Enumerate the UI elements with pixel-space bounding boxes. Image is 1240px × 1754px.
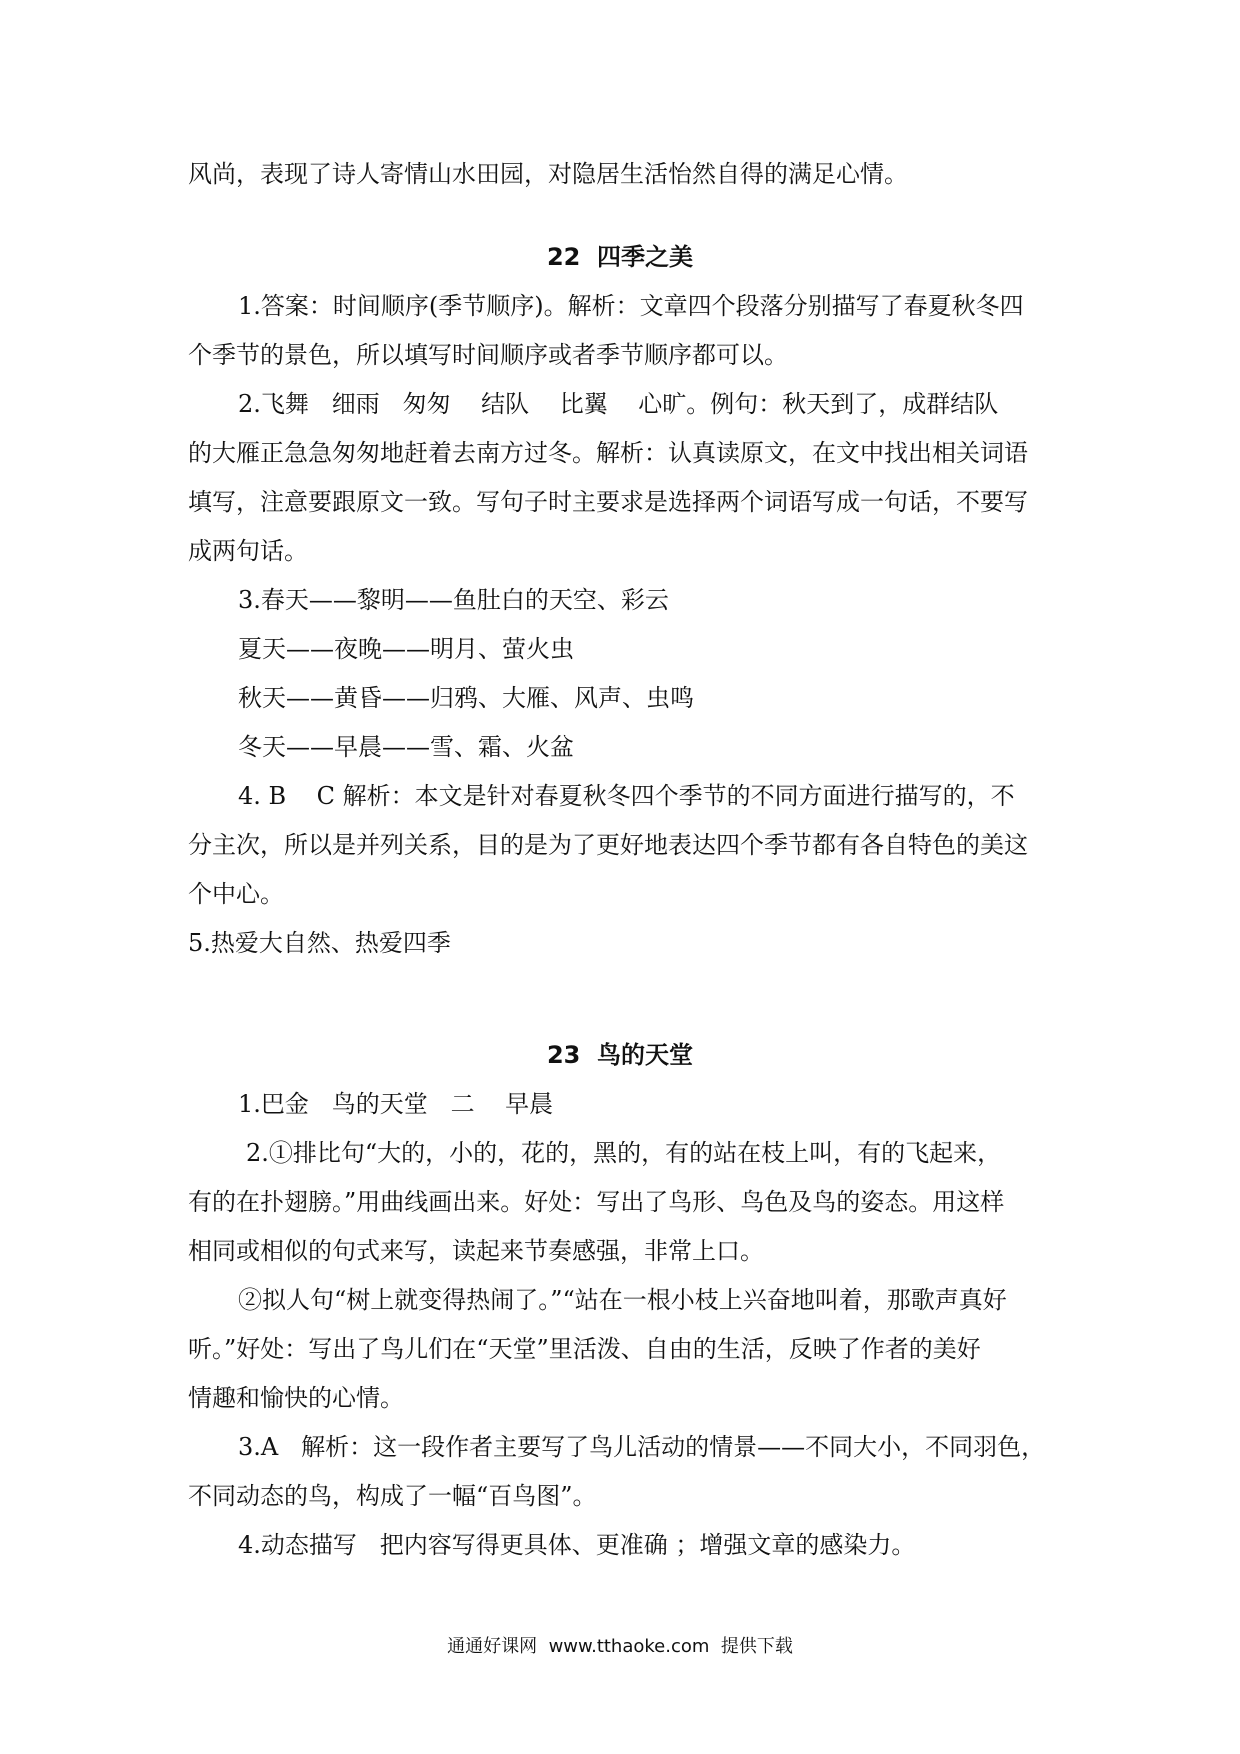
s22-q1-line-2: 个季节的景色，所以填写时间顺序或者季节顺序都可以。 bbox=[188, 341, 788, 369]
s22-q4-line-3: 个中心。 bbox=[188, 880, 284, 908]
s22-q4-line-1: 4. B C 解析：本文是针对春夏秋冬四个季节的不同方面进行描写的，不 bbox=[238, 782, 1015, 810]
s23-q2-line-1: 2.①排比句“大的，小的，花的，黑的，有的站在枝上叫，有的飞起来， bbox=[246, 1139, 1002, 1167]
footer-download-note: 通通好课网 www.tthaoke.com 提供下载 bbox=[447, 1636, 793, 1657]
s23-q2-line-5: 听。”好处：写出了鸟儿们在“天堂”里活泼、自由的生活，反映了作者的美好 bbox=[188, 1335, 981, 1363]
s22-q1-line-1: 1.答案：时间顺序(季节顺序)。解析：文章四个段落分别描写了春夏秋冬四 bbox=[238, 292, 1024, 320]
s22-q5-line-1: 5.热爱大自然、热爱四季 bbox=[188, 929, 451, 957]
s23-q4-line-1: 4.动态描写 把内容写得更具体、更准确 ；增强文章的感染力。 bbox=[238, 1531, 916, 1559]
s22-q3-line-1: 3.春天——黎明——鱼肚白的天空、彩云 bbox=[238, 586, 669, 614]
s22-q2-line-4: 成两句话。 bbox=[188, 537, 308, 565]
s22-q3-line-4: 冬天——早晨——雪、霜、火盆 bbox=[238, 733, 574, 761]
s23-q2-line-2: 有的在扑翅膀。”用曲线画出来。好处：写出了鸟形、鸟色及鸟的姿态。用这样 bbox=[188, 1188, 1005, 1216]
s23-q1-line-1: 1.巴金 鸟的天堂 二 早晨 bbox=[238, 1090, 554, 1118]
s23-q2-line-3: 相同或相似的句式来写，读起来节奏感强，非常上口。 bbox=[188, 1237, 764, 1265]
s23-q3-line-1: 3.A 解析：这一段作者主要写了鸟儿活动的情景——不同大小，不同羽色， bbox=[238, 1433, 1046, 1461]
s23-q3-line-2: 不同动态的鸟，构成了一幅“百鸟图”。 bbox=[188, 1482, 597, 1510]
s22-q2-line-2: 的大雁正急急匆匆地赶着去南方过冬。解析：认真读原文，在文中找出相关词语 bbox=[188, 439, 1028, 467]
s22-q3-line-3: 秋天——黄昏——归鸦、大雁、风声、虫鸣 bbox=[238, 684, 694, 712]
s23-q2-line-6: 情趣和愉快的心情。 bbox=[188, 1384, 404, 1412]
section-22-title: 22 四季之美 bbox=[546, 243, 694, 271]
section-23-title: 23 鸟的天堂 bbox=[546, 1041, 694, 1069]
s22-q2-line-3: 填写，注意要跟原文一致。写句子时主要求是选择两个词语写成一句话，不要写 bbox=[188, 488, 1028, 516]
s22-q4-line-2: 分主次，所以是并列关系，目的是为了更好地表达四个季节都有各自特色的美这 bbox=[188, 831, 1028, 859]
s23-q2-line-4: ②拟人句“树上就变得热闹了。”“站在一根小枝上兴奋地叫着，那歌声真好 bbox=[238, 1286, 1007, 1314]
s22-q3-line-2: 夏天——夜晚——明月、萤火虫 bbox=[238, 635, 574, 663]
intro-line-1: 风尚，表现了诗人寄情山水田园，对隐居生活怡然自得的满足心情。 bbox=[188, 160, 908, 188]
s22-q2-line-1: 2.飞舞 细雨 匆匆 结队 比翼 心旷。例句：秋天到了，成群结队 bbox=[238, 390, 999, 418]
